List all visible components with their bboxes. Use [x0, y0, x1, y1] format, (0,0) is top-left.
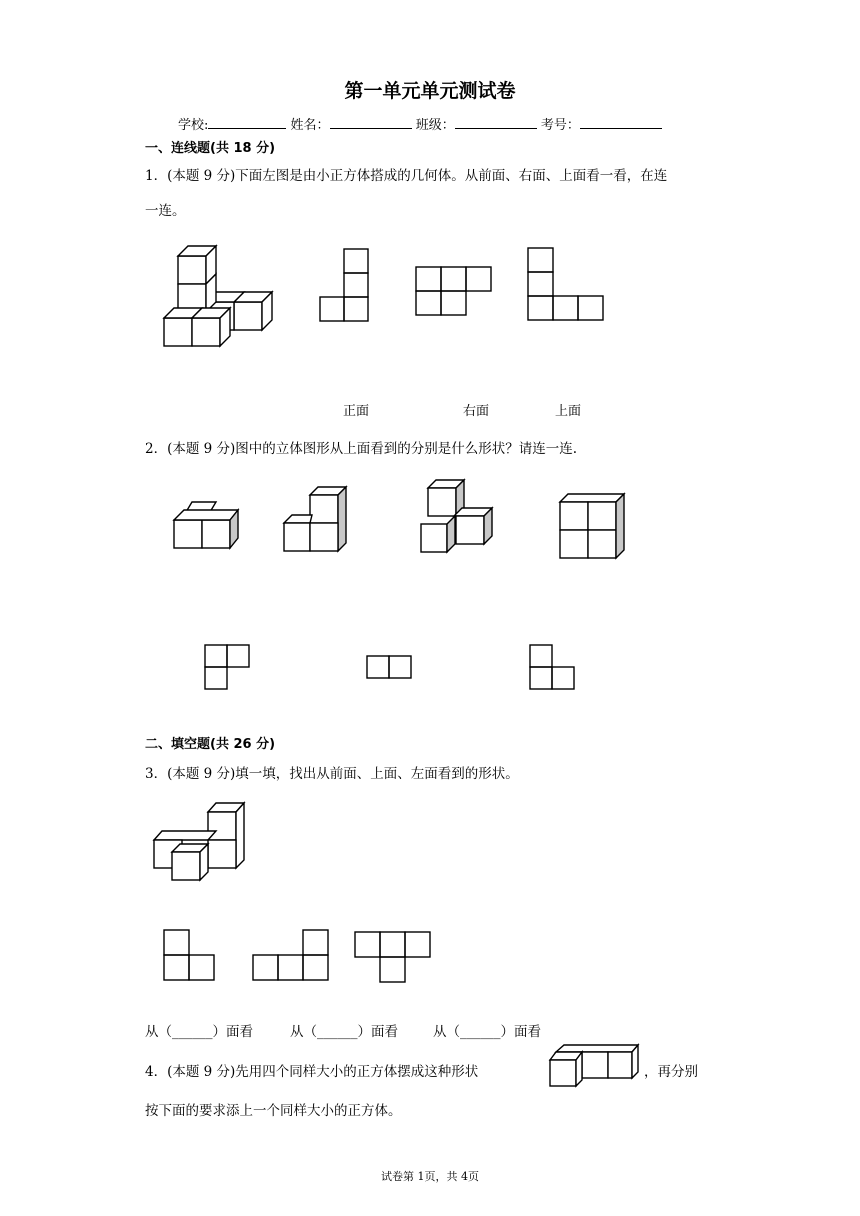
- q2-top-view-2: [366, 655, 414, 681]
- q1-text-line2: 一连。: [145, 203, 186, 219]
- q2-solid-1: [172, 500, 242, 552]
- q3-view-shape-2: [252, 928, 332, 984]
- page-title: 第一单元单元测试卷: [344, 80, 516, 102]
- q3-answer-1[interactable]: 从（______）面看: [145, 1024, 253, 1040]
- name-blank[interactable]: [330, 116, 412, 129]
- q2-solid-4: [558, 492, 630, 562]
- q3-text: 3．(本题 9 分)填一填，找出从前面、上面、左面看到的形状。: [145, 766, 519, 782]
- label-right: 右面: [463, 404, 490, 419]
- school-blank[interactable]: [208, 116, 286, 129]
- q4-text-line1-a: 4．(本题 9 分)先用四个同样大小的正方体摆成这种形状: [145, 1064, 479, 1080]
- name-label: 姓名：: [290, 118, 330, 133]
- school-label: 学校:: [178, 118, 209, 133]
- q1-view-shape-2: [415, 266, 495, 318]
- q1-text-line1: 1．(本题 9 分)下面左图是由小正方体搭成的几何体。从前面、右面、上面看一看，在连: [145, 168, 668, 184]
- exam-no-label: 考号：: [540, 118, 580, 133]
- label-front: 正面: [343, 404, 370, 419]
- q3-answer-3[interactable]: 从（______）面看: [433, 1024, 541, 1040]
- q2-top-view-3: [529, 644, 577, 692]
- section1-heading: 一、连线题(共 18 分): [145, 141, 276, 156]
- q3-view-shape-3: [354, 930, 434, 986]
- q2-solid-3: [418, 478, 498, 556]
- q4-inline-cube-row: [548, 1044, 640, 1090]
- class-blank[interactable]: [455, 116, 537, 129]
- q2-solid-2: [282, 485, 352, 555]
- section2-heading: 二、填空题(共 26 分): [145, 737, 276, 752]
- page-footer: 试卷第 1页，共 4页: [381, 1170, 479, 1183]
- class-label: 班级：: [415, 118, 455, 133]
- exam-no-blank[interactable]: [580, 116, 662, 129]
- q1-cube-solid-figure: [160, 234, 290, 356]
- q3-cube-solid-figure: [150, 800, 250, 886]
- label-top: 上面: [555, 404, 582, 419]
- q1-view-shape-1: [318, 248, 372, 323]
- q2-text: 2．(本题 9 分)图中的立体图形从上面看到的分别是什么形状？请连一连.: [145, 441, 578, 457]
- q3-view-shape-1: [162, 928, 218, 984]
- q4-text-line1-b: ，再分别: [644, 1064, 698, 1080]
- q3-answer-2[interactable]: 从（______）面看: [290, 1024, 398, 1040]
- student-info-line: [178, 114, 662, 133]
- q1-view-shape-3: [527, 247, 607, 322]
- q2-top-view-1: [204, 644, 252, 692]
- q4-text-line2: 按下面的要求添上一个同样大小的正方体。: [145, 1103, 402, 1119]
